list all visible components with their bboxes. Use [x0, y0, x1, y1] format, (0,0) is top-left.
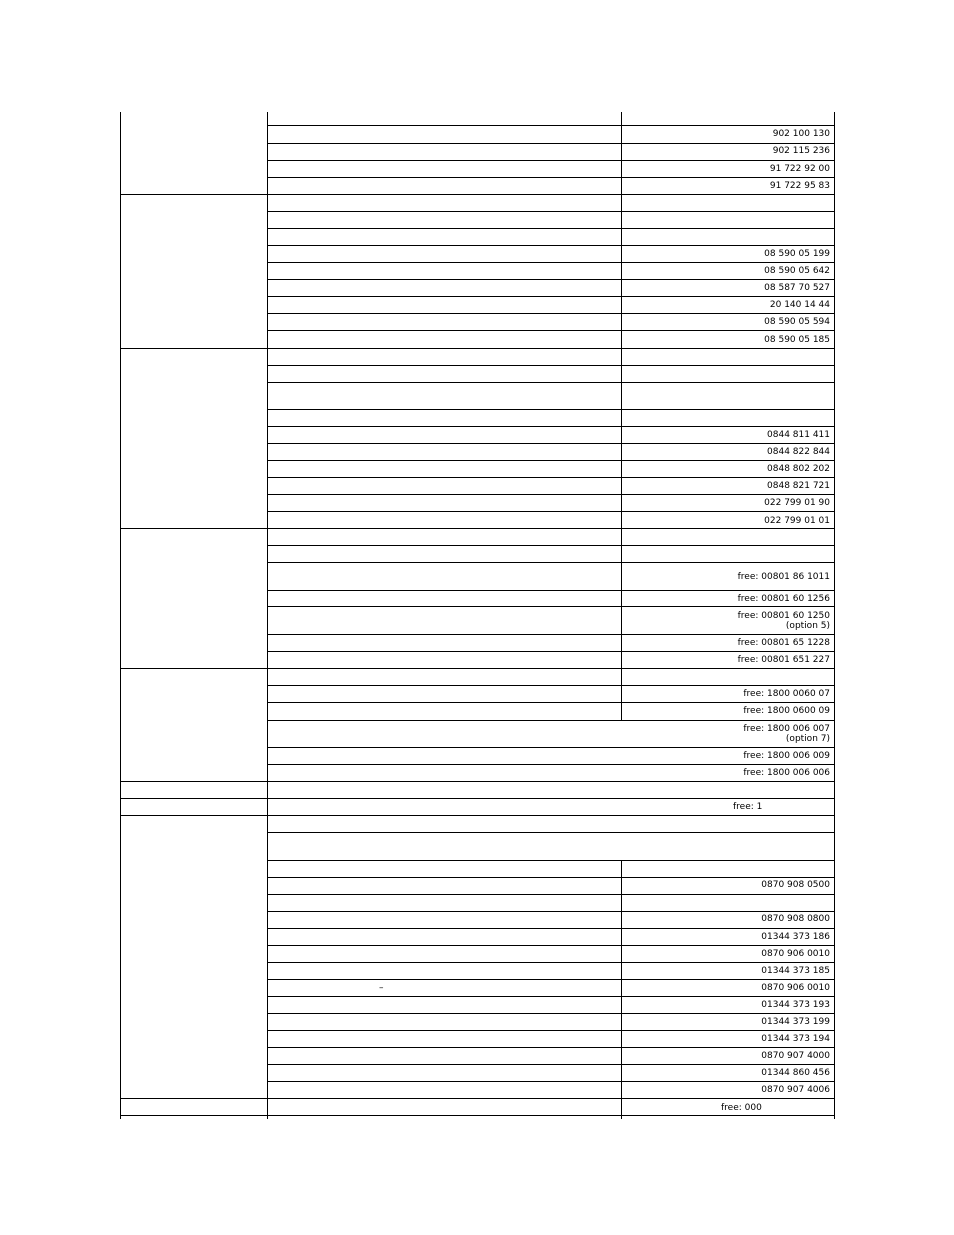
row-rule: [267, 262, 835, 263]
phone-number: 91 722 95 83: [769, 181, 830, 191]
row-rule: [267, 545, 835, 546]
phone-number: free: 1800 0600 09: [743, 706, 830, 716]
phone-number: 022 799 01 01: [764, 516, 830, 526]
group-rule: [120, 815, 835, 816]
phone-number: 022 799 01 90: [764, 498, 830, 508]
row-rule: [267, 979, 835, 980]
row-rule: [267, 365, 835, 366]
row-rule: [267, 962, 835, 963]
phone-number: free: 00801 86 1011: [737, 572, 830, 582]
row-rule: [267, 296, 835, 297]
phone-number: free: 00801 651 227: [737, 655, 830, 665]
row-rule: [267, 477, 835, 478]
phone-number: free: 1: [733, 802, 763, 812]
phone-number: 01344 373 194: [761, 1034, 830, 1044]
phone-number: 0844 811 411: [767, 430, 830, 440]
column-rule-right: [834, 112, 835, 1119]
row-rule: [267, 702, 835, 703]
row-rule: [267, 125, 835, 126]
row-rule: [267, 1013, 835, 1014]
row-rule: [267, 443, 835, 444]
row-rule: [267, 606, 835, 607]
phone-number: free: 000: [721, 1103, 762, 1113]
row-rule: [267, 228, 835, 229]
group-rule: [120, 668, 835, 669]
phone-number: free: 1800 0060 07: [743, 689, 830, 699]
phone-number: 0844 822 844: [767, 447, 830, 457]
column-rule-1: [267, 112, 268, 1119]
row-rule: [267, 160, 835, 161]
column-rule-left: [120, 112, 121, 1119]
phone-option-note: (option 5): [785, 621, 830, 631]
row-rule: [267, 590, 835, 591]
group-rule: [120, 1115, 835, 1116]
row-rule: [267, 894, 835, 895]
group-rule: [120, 798, 835, 799]
row-rule: [267, 409, 835, 410]
phone-number: 0870 907 4000: [761, 1051, 830, 1061]
phone-number: 20 140 14 44: [769, 300, 830, 310]
phone-number: 0870 908 0500: [761, 880, 830, 890]
group-rule: [120, 348, 835, 349]
row-rule: [267, 911, 835, 912]
phone-number: 01344 373 185: [761, 966, 830, 976]
row-rule: [267, 177, 835, 178]
group-rule: [120, 194, 835, 195]
group-rule: [120, 781, 835, 782]
row-rule: [267, 877, 835, 878]
phone-number: 0848 821 721: [767, 481, 830, 491]
row-rule: [267, 720, 835, 721]
phone-number: free: 00801 60 1256: [737, 594, 830, 604]
row-rule: [267, 382, 835, 383]
row-rule: [267, 460, 835, 461]
phone-number: 91 722 92 00: [769, 164, 830, 174]
phone-number: 0870 906 0010: [761, 949, 830, 959]
phone-number: 08 590 05 185: [764, 335, 830, 345]
row-rule: [267, 1047, 835, 1048]
row-rule: [267, 1064, 835, 1065]
row-rule: [267, 1081, 835, 1082]
description-dash: –: [379, 983, 384, 993]
row-rule: [267, 245, 835, 246]
phone-number: free: 1800 006 007: [743, 724, 830, 734]
phone-option-note: (option 7): [785, 734, 830, 744]
row-rule: [267, 860, 835, 861]
phone-number: 0870 908 0800: [761, 914, 830, 924]
phone-number: 0870 907 4006: [761, 1085, 830, 1095]
row-rule: [267, 996, 835, 997]
phone-number: 0848 802 202: [767, 464, 830, 474]
row-rule: [267, 143, 835, 144]
row-rule: [267, 685, 835, 686]
phone-number: 08 587 70 527: [764, 283, 830, 293]
row-rule: [267, 832, 835, 833]
row-rule: [267, 211, 835, 212]
row-rule: [267, 747, 835, 748]
row-rule: [267, 634, 835, 635]
phone-number: free: 00801 65 1228: [737, 638, 830, 648]
row-rule: [267, 764, 835, 765]
phone-number: 01344 373 199: [761, 1017, 830, 1027]
row-rule: [267, 330, 835, 331]
row-rule: [267, 494, 835, 495]
phone-number: 0870 906 0010: [761, 983, 830, 993]
phone-number: 902 115 236: [772, 146, 830, 156]
row-rule: [267, 651, 835, 652]
phone-number: 902 100 130: [772, 129, 830, 139]
row-rule: [267, 928, 835, 929]
group-rule: [120, 528, 835, 529]
phone-number: 01344 373 193: [761, 1000, 830, 1010]
row-rule: [267, 313, 835, 314]
group-rule: [120, 1098, 835, 1099]
phone-number: 08 590 05 199: [764, 249, 830, 259]
row-rule: [267, 945, 835, 946]
phone-number: 08 590 05 594: [764, 317, 830, 327]
row-rule: [267, 426, 835, 427]
phone-number: free: 1800 006 006: [743, 768, 830, 778]
phone-number: 08 590 05 642: [764, 266, 830, 276]
phone-number: free: 00801 60 1250: [737, 611, 830, 621]
phone-number: free: 1800 006 009: [743, 751, 830, 761]
phone-number: 01344 860 456: [761, 1068, 830, 1078]
row-rule: [267, 279, 835, 280]
row-rule: [267, 562, 835, 563]
row-rule: [267, 511, 835, 512]
phone-number: 01344 373 186: [761, 932, 830, 942]
row-rule: [267, 1030, 835, 1031]
